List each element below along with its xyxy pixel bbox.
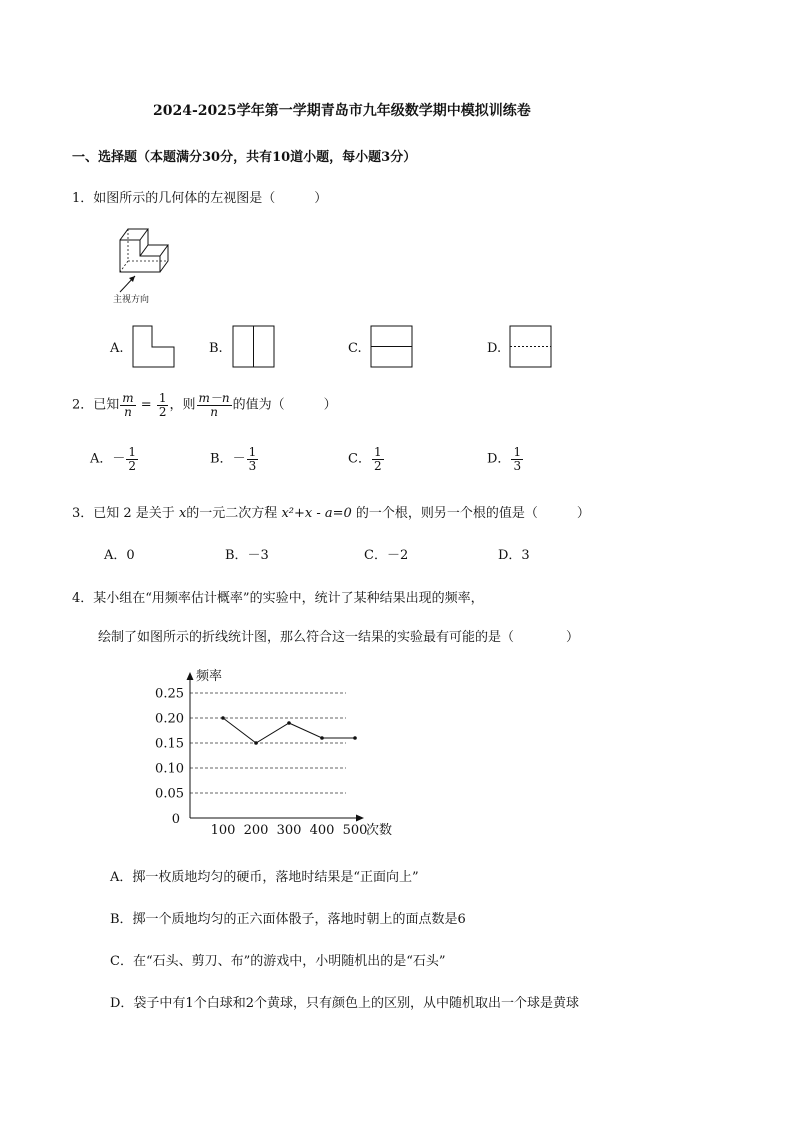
q2-given-fraction: $\frac{m}{n}$	[122, 391, 134, 419]
data-point	[320, 736, 324, 740]
x-tick-label: 500	[342, 823, 368, 838]
section-heading: 一、选择题（本题满分30分，共有10道小题，每小题3分）	[72, 150, 417, 165]
y-axis-arrow	[187, 672, 194, 680]
q3-stem: 3．已知 2 是关于 x的一元二次方程 x²+x - a=0 的一个根，则另一个根的值是（ ）	[72, 506, 590, 521]
q2-target-fraction: $\frac{m-n}{n}$	[198, 391, 230, 419]
q1-option-c-label[interactable]: C.	[348, 341, 362, 356]
y-tick-label: 0.20	[155, 711, 184, 727]
frequency-line-chart	[140, 660, 410, 845]
data-point	[221, 716, 225, 720]
data-point	[287, 721, 291, 725]
q1-option-c-shape[interactable]	[370, 325, 415, 370]
q3-equation: x²+x - a=0	[281, 506, 352, 521]
q1-option-d-label[interactable]: D.	[487, 341, 502, 356]
q1-option-b-label[interactable]: B.	[209, 341, 223, 356]
q2-option-a[interactable]: A．－ $\frac{1}{2}$	[90, 445, 137, 473]
data-point	[254, 741, 258, 745]
q4-option-c[interactable]: C．在“石头、剪刀、布”的游戏中，小明随机出的是“石头”	[110, 954, 446, 969]
data-point	[353, 736, 357, 740]
q2-option-d[interactable]: D． $\frac{1}{3}$	[487, 445, 522, 473]
q1-solid-figure	[108, 218, 198, 310]
q1-option-d-shape[interactable]	[509, 325, 554, 370]
x-axis-label: 次数	[366, 823, 393, 838]
x-axis-arrow	[356, 815, 364, 822]
q2-stem: 2．已知 $\frac{m}{n}$ = $\frac{1}{2}$ ，则 $\frac{m-n}{n}$ 的值为（ ）	[72, 391, 337, 419]
q1-option-b-shape[interactable]	[232, 325, 277, 370]
x-tick-label: 200	[243, 823, 269, 838]
y-tick-label: 0.15	[155, 736, 184, 752]
y-tick-label: 0.25	[155, 686, 184, 702]
q4-option-a[interactable]: A．掷一枚质地均匀的硬币，落地时结果是“正面向上”	[110, 870, 419, 885]
q3-option-a[interactable]: A．0	[104, 548, 135, 563]
q3-option-b[interactable]: B．－3	[225, 548, 269, 563]
y-tick-label: 0.10	[155, 761, 184, 777]
q1-option-a-shape[interactable]	[132, 325, 177, 370]
q3-option-d[interactable]: D．3	[498, 548, 530, 563]
q2-given-value: $\frac{1}{2}$	[158, 391, 167, 419]
q1-option-a-label[interactable]: A.	[110, 341, 124, 356]
q4-option-d[interactable]: D．袋子中有1个白球和2个黄球，只有颜色上的区别，从中随机取出一个球是黄球	[110, 996, 579, 1011]
origin-label: 0	[171, 812, 180, 827]
q1-stem: 1．如图所示的几何体的左视图是（ ）	[72, 191, 328, 206]
solid-top-edges	[120, 229, 168, 272]
y-tick-label: 0.05	[155, 786, 184, 802]
q4-stem-line1: 4．某小组在“用频率估计概率”的实验中，统计了某种结果出现的频率，	[72, 591, 484, 606]
q2-option-c[interactable]: C． $\frac{1}{2}$	[348, 445, 382, 473]
q2-option-b[interactable]: B．－ $\frac{1}{3}$	[210, 445, 257, 473]
x-tick-label: 300	[276, 823, 302, 838]
q4-option-b[interactable]: B．掷一个质地均匀的正六面体骰子，落地时朝上的面点数是6	[110, 912, 466, 927]
q4-stem-line2: 绘制了如图所示的折线统计图，那么符合这一结果的实验最有可能的是（ ）	[98, 630, 580, 645]
q3-option-c[interactable]: C．－2	[364, 548, 409, 563]
y-axis-label: 频率	[196, 669, 223, 684]
x-tick-label: 400	[309, 823, 335, 838]
x-tick-label: 100	[210, 823, 236, 838]
figure-label: 主视方向	[113, 295, 150, 305]
page-title: 2024-2025学年第一学期青岛市九年级数学期中模拟训练卷	[153, 103, 531, 119]
